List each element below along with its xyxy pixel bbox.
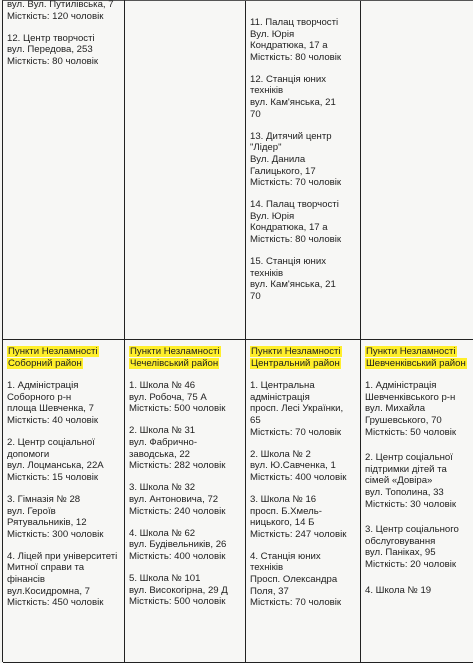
shelter-entry (250, 449, 357, 484)
shelter-name: 4. Ліцей при університеті (7, 550, 118, 562)
shelter-detail: Місткість: 500 чоловік (129, 596, 226, 608)
shelter-detail: Місткість: 20 чоловік (365, 558, 457, 570)
shelter-name: 3. Гімназія № 28 (7, 493, 81, 505)
shelter-detail: Місткість: 282 чоловік (129, 460, 226, 472)
shelter-detail: техніків (250, 562, 284, 574)
shelter-detail: вул. Фабрично- (129, 437, 198, 449)
shelter-detail: фінансів (7, 574, 45, 585)
district-heading (365, 346, 470, 369)
shelter-detail: Грушевського, 70 (365, 414, 442, 426)
shelter-entry (250, 380, 357, 438)
shelters-table (2, 0, 473, 662)
shevchenkivskyi-district-cell (361, 340, 473, 663)
shelter-detail: Місткість: 450 чоловік (7, 597, 104, 609)
shelter-detail: техніків (250, 85, 284, 97)
shelter-detail: площа Шевченка, 7 (7, 403, 94, 415)
shelter-detail: Рятувальників, 12 (7, 517, 87, 529)
shelter-entry (7, 437, 121, 483)
shelter-detail: Місткість: 80 чоловік (250, 234, 342, 245)
shelter-detail: просп. Лесі Українки, (250, 403, 344, 415)
shelter-detail: Поля, 37 (250, 585, 289, 597)
district-heading-line: Пункти Незламності (130, 346, 220, 357)
shelter-entry (7, 380, 121, 426)
shelter-detail: 70 (250, 108, 261, 120)
shelter-detail: Місткість: 400 чоловік (129, 550, 226, 562)
shelter-entry (365, 452, 470, 510)
shelter-detail: Галицького, 17 (250, 165, 316, 177)
shelter-entry (250, 256, 357, 302)
shelter-detail: Місткість: 40 чоловік (7, 414, 99, 426)
shelter-detail: Місткість: 15 чоловік (7, 471, 99, 483)
shelter-detail: вул. Тополина, 33 (365, 486, 444, 498)
sobornyi-district-cell (3, 340, 125, 663)
chechelivskyi-district-cell (125, 340, 246, 663)
shelter-detail: вул. Передова, 253 (7, 44, 93, 56)
district-heading-line: Чечелівський район (130, 357, 219, 369)
shelter-detail: Кондратюка, 17 а (250, 40, 328, 52)
shelter-detail: Місткість: 70 чоловік (250, 597, 342, 609)
shelter-detail: Вул. Юрія (250, 28, 295, 40)
district-heading-line: Пункти Незламності (8, 346, 98, 357)
shelter-entry (7, 494, 121, 540)
district-heading (129, 346, 242, 369)
shelter-detail: 70 (250, 290, 261, 302)
document-page (2, 0, 473, 662)
shelter-detail: сімей «Довіра» (365, 475, 433, 487)
shelter-name: 4. Станція юних (250, 550, 321, 562)
shelter-entry (250, 131, 357, 189)
shelter-detail: вул. Кам'янська, 21 (250, 97, 336, 109)
shelter-entry (7, 0, 121, 22)
shelter-detail: Місткість: 80 чоловік (250, 51, 342, 63)
shelter-name: 5. Школа № 101 (129, 572, 201, 584)
shelter-name: 2. Центр соціальної (365, 452, 453, 464)
shelter-detail: техніків (250, 267, 284, 279)
shelter-detail: вул. Паніках, 95 (365, 547, 436, 559)
shelter-entry (7, 33, 121, 68)
shelter-entry (365, 524, 470, 570)
top-cell-col2-empty (125, 1, 246, 340)
shelter-name: 12. Станція юних (250, 73, 326, 85)
shelter-name: вул. Вул. Путилівська, 7 (7, 0, 114, 10)
shelter-detail: вул. Михайла (365, 403, 426, 415)
shelter-entry (365, 585, 470, 597)
district-heading-line: Пункти Незламності (251, 346, 341, 357)
shelter-entry (129, 425, 242, 471)
shelter-name: 4. Школа № 62 (129, 527, 196, 539)
shelter-entry (129, 528, 242, 563)
shelter-detail: Місткість: 70 чоловік (250, 426, 342, 438)
shelter-detail: вул. Антоновича, 72 (129, 493, 219, 505)
shelter-name: 2. Школа № 2 (250, 448, 311, 460)
shelter-detail: Місткість: 50 чоловік (365, 426, 457, 438)
top-cell-col1 (3, 0, 125, 340)
shelter-detail: просп. Б.Хмель- (250, 505, 322, 517)
shelter-detail: Кондратюка, 17 а (250, 222, 328, 234)
shelter-detail: "Лідер" (250, 142, 282, 154)
shelter-name: 1. Школа № 46 (129, 380, 196, 392)
shelter-detail: Вул. Юрія (250, 210, 295, 222)
shelter-name: 2. Центр соціальної (7, 437, 95, 449)
shelter-entry (7, 551, 121, 609)
shelter-entry (129, 482, 242, 517)
shelter-detail: Місткість: 80 чоловік (7, 55, 99, 67)
shelter-detail: Місткість: 300 чоловік (7, 528, 104, 540)
shelter-detail: обслуговування (365, 535, 436, 547)
shelter-detail: вул.Косидромна, 7 (7, 585, 90, 597)
district-heading-line: Пункти Незламності (366, 346, 456, 357)
district-heading-line: Шевченківський район (366, 357, 466, 369)
district-heading (7, 346, 121, 369)
shelter-name: 3. Центр соціального (365, 524, 459, 536)
shelter-name: 2. Школа № 31 (129, 425, 196, 437)
shelter-detail: Місткість: 70 чоловік (250, 177, 342, 189)
shelter-detail: Вул. Данила (250, 153, 306, 165)
shelter-detail: вул. Ю.Савченка, 1 (250, 460, 336, 472)
shelter-name: 15. Станція юних (250, 256, 326, 268)
shelter-entry (365, 380, 470, 438)
shelter-detail: Місткість: 30 чоловік (365, 498, 457, 510)
shelter-detail: вул. Лоцманська, 22А (7, 460, 104, 472)
shelter-name: 12. Центр творчості (7, 32, 95, 44)
shelter-name: 1. Центральна (250, 380, 315, 392)
shelter-detail: ницького, 14 Б (250, 517, 315, 529)
district-heading-line: Центральний район (251, 357, 340, 369)
shelter-detail: заводська, 22 (129, 448, 190, 460)
district-heading-line: Соборний район (8, 357, 82, 369)
shelter-name: 4. Школа № 19 (365, 584, 432, 596)
shelter-detail: Просп. Олександра (250, 574, 338, 585)
shelter-detail: вул. Будівельників, 26 (129, 539, 227, 551)
shelter-detail: адміністрація (250, 391, 310, 403)
shelter-name: 13. Дитячий центр (250, 130, 332, 142)
shelter-detail: Шевченківського р-н (365, 391, 456, 403)
shelter-detail: Митної справи та (7, 562, 85, 574)
shelter-entry (129, 573, 242, 608)
shelter-detail: допомоги (7, 448, 50, 460)
shelter-name: 14. Палац творчості (250, 199, 339, 211)
shelter-detail: Місткість: 400 чоловік (250, 471, 347, 483)
shelter-detail: вул. Героїв (7, 505, 56, 517)
tsentralnyi-district-cell (246, 340, 361, 663)
district-heading (250, 346, 357, 369)
shelter-entry (250, 494, 357, 540)
shelter-entry (250, 551, 357, 609)
shelter-name: 3. Школа № 32 (129, 482, 196, 494)
shelter-detail: 65 (250, 414, 261, 426)
shelter-entry (250, 17, 357, 63)
top-cell-col3 (246, 1, 361, 340)
shelter-name: 1. Адміністрація (365, 380, 437, 392)
shelter-detail: вул. Кам'янська, 21 (250, 279, 336, 291)
shelter-name: 3. Школа № 16 (250, 493, 317, 505)
shelter-detail: підтримки дітей та (365, 463, 447, 475)
shelter-detail: Місткість: 500 чоловік (129, 403, 226, 415)
shelter-detail: вул. Робоча, 75 А (129, 391, 207, 403)
shelter-entry (250, 74, 357, 120)
top-cell-col4-empty (361, 1, 473, 340)
shelter-detail: Місткість: 240 чоловік (129, 505, 226, 517)
shelter-entry (129, 380, 242, 415)
shelter-name: 11. Палац творчості (250, 17, 339, 28)
shelter-entry (250, 199, 357, 245)
shelter-detail: Соборного р-н (7, 391, 72, 403)
shelter-name: 1. Адміністрація (7, 380, 79, 392)
shelter-detail: Місткість: 247 чоловік (250, 528, 347, 540)
shelter-detail: Місткість: 120 чоловік (7, 10, 104, 22)
shelter-detail: вул. Високогірна, 29 Д (129, 584, 228, 596)
